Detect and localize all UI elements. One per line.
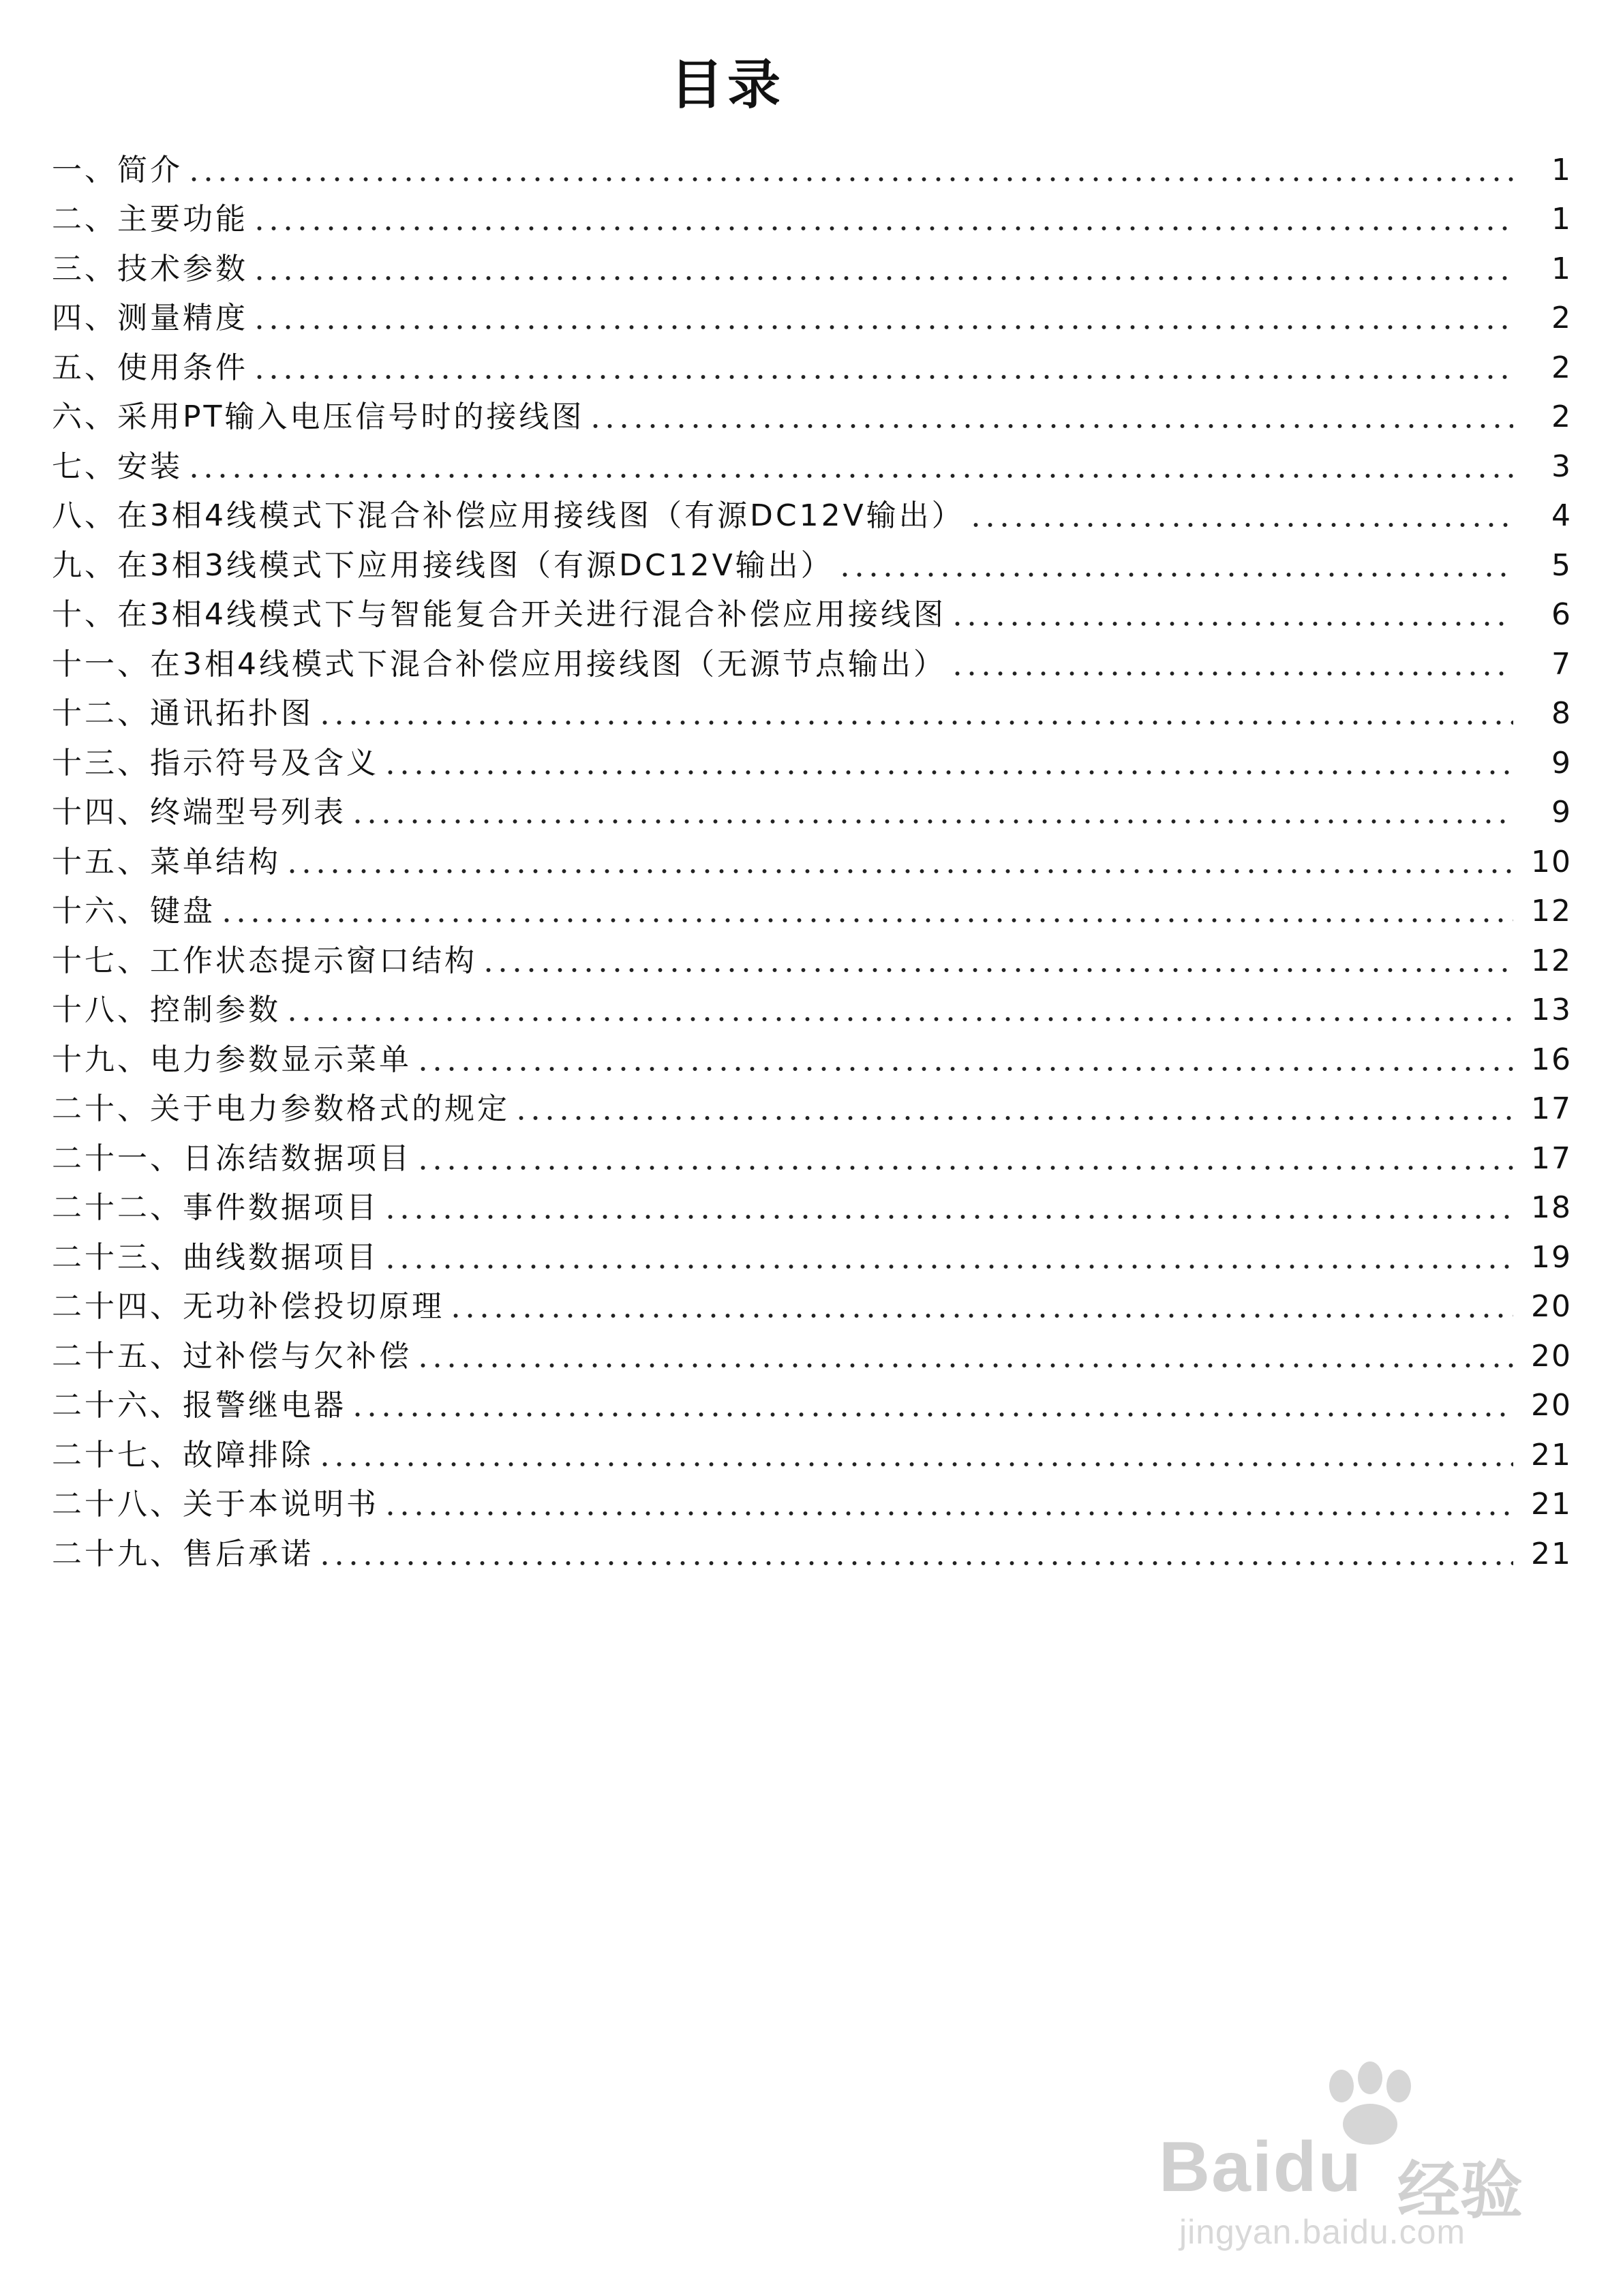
dot-leader [318, 721, 1513, 725]
dot-leader [252, 375, 1513, 379]
toc-entry-label: 七、安装 [52, 449, 183, 484]
toc-entry-page: 6 [1551, 597, 1572, 632]
toc-entry-label: 二十三、曲线数据项目 [52, 1239, 379, 1275]
dot-leader [252, 226, 1513, 230]
toc-entry-label: 十、在3相4线模式下与智能复合开关进行混合补偿应用接线图 [52, 597, 946, 632]
toc-entry-page: 20 [1531, 1388, 1572, 1423]
toc-entry [52, 239, 1572, 288]
toc-entry [52, 1425, 1572, 1475]
toc-entry-page: 17 [1531, 1141, 1572, 1176]
toc-entry [52, 733, 1572, 783]
toc-entry-page: 21 [1531, 1487, 1572, 1522]
toc-entry [52, 140, 1572, 190]
toc-entry-page: 20 [1531, 1338, 1572, 1374]
dot-leader [318, 1462, 1513, 1466]
toc-entry-page: 13 [1531, 993, 1572, 1027]
toc-entry-label: 三、技术参数 [52, 251, 248, 286]
toc-entry-page: 16 [1531, 1042, 1572, 1077]
toc-entry-label: 二、主要功能 [52, 202, 248, 237]
toc-entry-label: 八、在3相4线模式下混合补偿应用接线图（有源DC12V输出） [52, 498, 965, 533]
toc-entry [52, 387, 1572, 437]
toc-entry-label: 十二、通讯拓扑图 [52, 696, 314, 731]
toc-entry-page: 1 [1551, 251, 1572, 286]
toc-entry-page: 21 [1531, 1536, 1572, 1571]
toc-entry-page: 2 [1551, 301, 1572, 335]
toc-entry [52, 585, 1572, 635]
watermark-brand: Baidu [1159, 2128, 1363, 2207]
toc-entry-label: 五、使用条件 [52, 350, 248, 385]
toc-entry [52, 1029, 1572, 1079]
toc-entry-label: 十六、键盘 [52, 894, 215, 928]
dot-leader [838, 573, 1513, 577]
toc-entry [52, 684, 1572, 734]
toc-entry-page: 10 [1531, 844, 1572, 879]
toc-entry-page: 17 [1531, 1091, 1572, 1126]
dot-leader [187, 177, 1513, 181]
dot-leader [252, 325, 1513, 329]
toc-entry-page: 12 [1531, 894, 1572, 928]
toc-entry-page: 2 [1551, 350, 1572, 385]
toc-entry-label: 二十六、报警继电器 [52, 1388, 346, 1423]
toc-entry [52, 1277, 1572, 1327]
dot-leader [950, 622, 1513, 626]
dot-leader [481, 968, 1513, 972]
dot-leader [588, 424, 1513, 428]
dot-leader [416, 1067, 1513, 1071]
toc-entry [52, 783, 1572, 832]
dot-leader [187, 474, 1513, 478]
toc-entry-label: 二十八、关于本说明书 [52, 1487, 379, 1522]
toc-entry [52, 1326, 1572, 1376]
toc-entry-label: 二十五、过补偿与欠补偿 [52, 1338, 412, 1374]
toc-entry-label: 二十一、日冻结数据项目 [52, 1141, 412, 1176]
watermark-url: jingyan.baidu.com [1179, 2213, 1466, 2251]
dot-leader [350, 1413, 1513, 1417]
dot-leader [219, 918, 1513, 922]
toc-entry [52, 1178, 1572, 1228]
toc-entry-label: 十三、指示符号及含义 [52, 745, 379, 781]
toc-entry [52, 190, 1572, 239]
toc-entry-label: 十九、电力参数显示菜单 [52, 1042, 412, 1077]
toc-entry-page: 5 [1551, 547, 1572, 583]
table-of-contents [52, 140, 1572, 1573]
toc-entry-page: 19 [1531, 1239, 1572, 1275]
toc-entry-label: 二十、关于电力参数格式的规定 [52, 1091, 510, 1126]
dot-leader [383, 770, 1513, 774]
dot-leader [416, 1166, 1513, 1170]
toc-entry [52, 634, 1572, 684]
dot-leader [285, 869, 1513, 873]
toc-entry [52, 1475, 1572, 1524]
dot-leader [383, 1265, 1513, 1269]
page-title: 目录 [669, 55, 785, 116]
toc-entry-page: 12 [1531, 943, 1572, 978]
toc-entry-page: 9 [1551, 795, 1572, 830]
dot-leader [969, 523, 1513, 527]
toc-entry-page: 1 [1551, 152, 1572, 187]
toc-entry-page: 21 [1531, 1437, 1572, 1472]
toc-entry-page: 20 [1531, 1289, 1572, 1324]
dot-leader [252, 276, 1513, 280]
toc-entry-label: 二十二、事件数据项目 [52, 1190, 379, 1225]
toc-entry-page: 7 [1551, 646, 1572, 682]
toc-entry-page: 18 [1531, 1190, 1572, 1225]
toc-entry-label: 六、采用PT输入电压信号时的接线图 [52, 399, 585, 434]
toc-entry-label: 二十四、无功补偿投切原理 [52, 1289, 444, 1324]
toc-entry-page: 9 [1551, 745, 1572, 781]
dot-leader [514, 1116, 1513, 1120]
dot-leader [950, 671, 1513, 676]
dot-leader [350, 819, 1513, 824]
toc-entry-label: 十七、工作状态提示窗口结构 [52, 943, 477, 978]
baidu-jingyan-watermark [1159, 2059, 1541, 2263]
toc-entry [52, 436, 1572, 486]
dot-leader [383, 1511, 1513, 1515]
dot-leader [318, 1561, 1513, 1565]
toc-entry-label: 二十七、故障排除 [52, 1437, 314, 1472]
toc-entry [52, 288, 1572, 338]
toc-entry-page: 3 [1551, 449, 1572, 484]
dot-leader [285, 1017, 1513, 1021]
toc-entry-label: 十一、在3相4线模式下混合补偿应用接线图（无源节点输出） [52, 646, 946, 682]
toc-entry-page: 2 [1551, 399, 1572, 434]
toc-entry-label: 四、测量精度 [52, 301, 248, 335]
toc-entry [52, 1128, 1572, 1178]
toc-entry [52, 1079, 1572, 1129]
toc-entry [52, 1376, 1572, 1425]
toc-entry [52, 1227, 1572, 1277]
toc-entry [52, 881, 1572, 931]
toc-entry [52, 486, 1572, 536]
toc-entry-label: 十五、菜单结构 [52, 844, 281, 879]
toc-entry [52, 337, 1572, 387]
toc-entry [52, 1524, 1572, 1573]
toc-entry-label: 十四、终端型号列表 [52, 795, 346, 830]
toc-entry-label: 一、简介 [52, 152, 183, 187]
dot-leader [383, 1215, 1513, 1219]
toc-entry [52, 535, 1572, 585]
toc-entry-page: 1 [1551, 202, 1572, 237]
toc-entry [52, 931, 1572, 980]
toc-entry-label: 十八、控制参数 [52, 993, 281, 1027]
dot-leader [449, 1314, 1513, 1318]
toc-entry-page: 4 [1551, 498, 1572, 533]
toc-entry-label: 九、在3相3线模式下应用接线图（有源DC12V输出） [52, 547, 834, 583]
toc-entry [52, 832, 1572, 881]
toc-entry-label: 二十九、售后承诺 [52, 1536, 314, 1571]
watermark-brand-cn: 经验 [1397, 2154, 1523, 2227]
dot-leader [416, 1363, 1513, 1368]
toc-entry-page: 8 [1551, 696, 1572, 731]
toc-entry [52, 980, 1572, 1030]
